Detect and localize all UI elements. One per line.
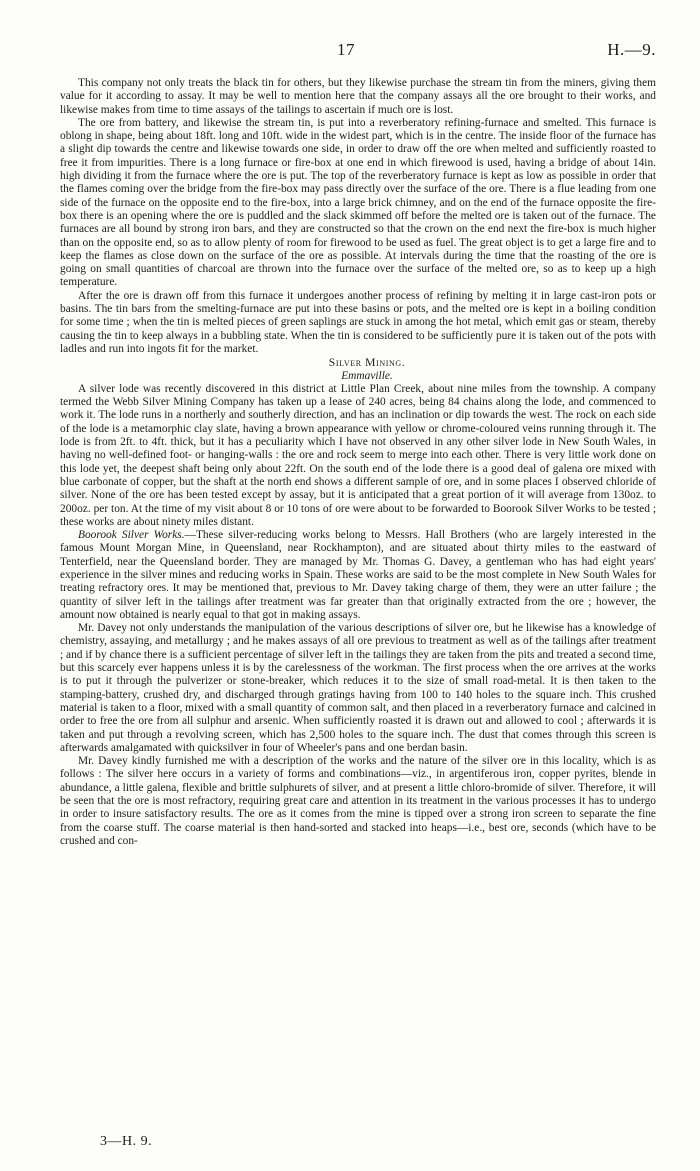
body-text	[60, 77, 656, 848]
section-heading: Silver Mining.	[328, 356, 406, 370]
paragraph: Mr. Davey not only understands the manipulation of the various descriptions of silver ore, but he likewise has a knowledge of chemistry, assaying, and metallurgy ; and he makes assays of all ore previous to treatment as well as of the tailings after treatment ; and if by chance there is a sufficient percentage of silver left in the tailings they are taken from the pits and treated a second time, but this scarcely ever happens unless it is by the carelessness of the workman. The first process when the ore arrives at the works is to put it through the pulverizer or stone-breaker, which reduces it to the size of small road-metal. It is then taken to the stamping-battery, crushed dry, and discharged through gratings having from 100 to 140 holes to the square inch. This crushed material is taken to a floor, mixed with a small quantity of common salt, and then placed in a reverberatory furnace and calcined in order to free the ore from all sulphur and arsenic. When sufficiently roasted it is drawn out and allowed to cool ; afterwards it is taken and put through a revolving screen, which has 2,500 holes to the square inch. The dust that comes through this screen is afterwards amalgamated with quicksilver in four of Wheeler's pans and one berdan basin.	[60, 622, 656, 754]
paragraph	[60, 529, 656, 622]
page-number: 17	[337, 40, 355, 59]
document-reference: H.—9.	[607, 40, 656, 59]
paragraph: After the ore is drawn off from this furnace it undergoes another process of refining by melting it in large cast-iron pots or basins. The tin bars from the smelting-furnace are put into these basins or pots, and the melted ore is kept in a boiling condition for some time ; when the tin is melted pieces of green saplings are stuck in among the hot metal, which emit gas or steam, thereby causing the tin to keep always in a bubbling state. When the tin is considered to be sufficiently pure it is taken out of the pots with ladles and run into ingots fit for the market.	[60, 289, 656, 355]
section-subheading: Emmaville.	[341, 369, 393, 382]
paragraph-body: —These silver-reducing works belong to Messrs. Hall Brothers (who are largely interested in the famous Mount Morgan Mine, in Queensland, near Rockhampton), and are situated about thirty miles to the eastward of Tenterfield, near the Queensland border. They are managed by Mr. Thomas G. Davey, a gentleman who has had eight years' experience in the silver mines and reducing works in Spain. These works are said to be the most complete in New South Wales for treating refractory ores. It may be mentioned that, previous to Mr. Davey taking charge of them, they were an utter failure ; the quantity of silver left in the tailings after treatment was far greater than that originally extracted from the ore ; however, the amount now obtained is nearly equal to that got in making assays.	[60, 529, 656, 621]
paragraph: Mr. Davey kindly furnished me with a description of the works and the nature of the silver ore in this locality, which is as follows : The silver here occurs in a variety of forms and combinations—viz., in argentiferous iron, copper pyrites, blende in abundance, a little galena, flexible and brittle sulphurets of silver, and at present a little chloro-bromide of silver. Therefore, it will be seen that the ore is most refractory, requiring great care and attention in its treatment in the various processes it has to undergo in order to insure satisfactory results. The ore as it comes from the mine is tipped over a strong iron screen to separate the fine from the coarse stuff. The coarse material is then hand-sorted and stacked into heaps—i.e., best ore, seconds (which have to be crushed and con-	[60, 755, 656, 847]
paragraph: The ore from battery, and likewise the stream tin, is put into a reverberatory refining-furnace and smelted. This furnace is oblong in shape, being about 18ft. long and 10ft. wide in the widest part, which is in the centre. The inside floor of the furnace has a slight dip towards the centre and likewise towards one side, in order to draw off the ore when melted and sufficiently roasted to free it from impurities. There is a long furnace or fire-box at one end in which firewood is used, having a bridge of about 14in. high dividing it from the furnace where the ore is put. The top of the reverberatory furnace is kept as low as possible in order that the flames coming over the bridge from the fire-box may pass directly over the surface of the ore. There is a flue leading from one side of the furnace on the opposite end to the fire-box, into a large brick chimney, and on the end of the furnace opposite the fire-box there is an opening where the ore is puddled and the slack skimmed off before the melted ore is taken out of the furnace. The furnaces are all bound by strong iron bars, and they are constructed so that the crown on the end next the fire-box is much higher than on the opposite end, so as to allow plenty of room for firewood to be used as fuel. The great object is to get a large fire and to keep the flames as close down on the surface of the ore as possible. At intervals during the time that the roasting of the ore is going on small quantities of charcoal are thrown into the furnace over the surface of the melted ore, so as to keep up a high temperature.	[60, 116, 656, 289]
paragraph-lead: Boorook Silver Works.	[78, 529, 185, 542]
paragraph: This company not only treats the black tin for others, but they likewise purchase the stream tin from the miners, giving them value for it according to assay. It may be well to mention here that the company assays all the ore brought to their works, and likewise makes from time to time assays of the tailings to ascertain if much ore is lost.	[60, 77, 656, 116]
signature-mark: 3—H. 9.	[100, 1134, 153, 1149]
paragraph: A silver lode was recently discovered in this district at Little Plan Creek, about nine miles from the township. A company termed the Webb Silver Mining Company has taken up a lease of 240 acres, being 84 chains along the lode, and commenced to work it. The lode runs in a northerly and southerly direction, and has an inclination or dip towards the west. The rock on each side of the lode is a metamorphic clay slate, having a brown appearance with yellow or chrome-coloured veins running through it. The lode is from 2ft. to 4ft. thick, but it has a peculiarity which I have not observed in any other silver lode in New South Wales, in having no well-defined foot- or hanging-walls : the ore and rock seem to merge into each other. There is very little work done on this lode yet, the deepest shaft being only about 22ft. On the south end of the lode there is a good deal of galena ore mixed with blue carbonate of copper, but the shaft at the north end shows a different sample of ore, and in some places I observed chloride of silver. None of the ore has been tested except by assay, but it is anticipated that a great portion of it will average from 130oz. to 200oz. per ton. At the time of my visit about 8 or 10 tons of ore were about to be forwarded to Boorook Silver Works to be tested ; these works are about ninety miles distant.	[60, 382, 656, 528]
